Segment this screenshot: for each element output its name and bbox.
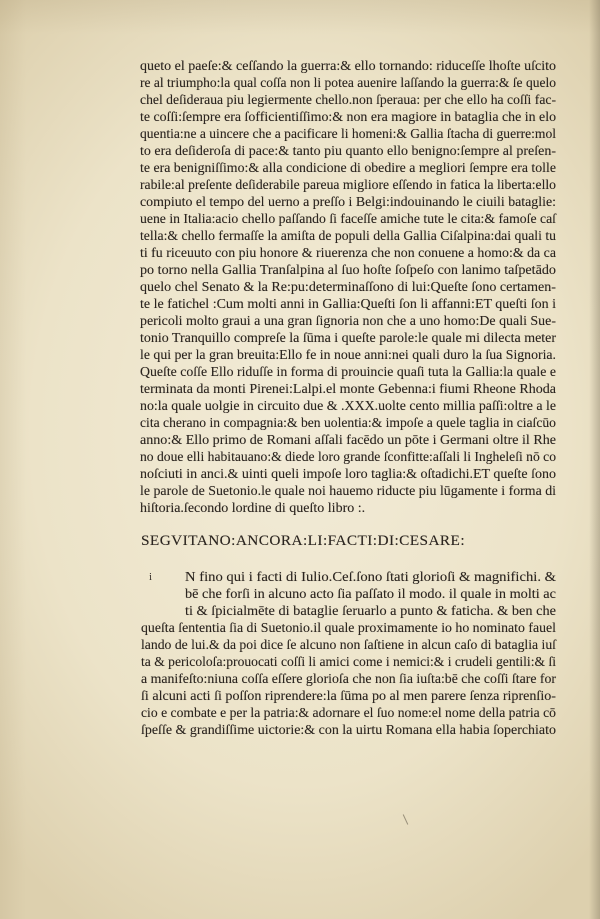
text-line	[140, 296, 556, 313]
line-text: tonio Tranquillo compreſe la ſūma i queſte parole:le quale mi dilecta meter	[140, 331, 556, 346]
text-line	[140, 194, 556, 211]
text-line	[140, 330, 556, 347]
text-line	[185, 603, 556, 620]
line-text: le parole de Suetonio.le quale noi hauemo riducte piu lūgamente i forma di	[140, 484, 557, 499]
text-line	[140, 313, 556, 330]
text-line	[140, 109, 556, 126]
text-line	[140, 432, 556, 449]
chapter-heading	[141, 533, 465, 550]
line-text: tella:& chello fermaſſe la amiſta de populi della Gallia Ciſalpina:dai quali tu	[140, 229, 556, 244]
line-text: N fino qui i facti di Iulio.Ceſ.ſono ſtati glorioſi & magnifichi. &	[185, 570, 557, 585]
line-text: to era deſideroſa di pace:& tanto piu quanto ello benigno:ſempre al preſen-	[140, 144, 556, 159]
text-line	[140, 126, 556, 143]
text-line	[185, 586, 556, 603]
line-text: Queſte coſſe Ello riduſſe in forma di prouincie quaſi tuta la Gallia:la quale e	[140, 365, 556, 380]
text-line	[140, 143, 556, 160]
line-text: no doue elli habitauano:& diede loro grande ſconfitte:aſſali li Ingheleſi nō co	[140, 450, 557, 465]
line-text: re al triumpho:la qual coſſa non li potea auenire laſſando la guerra:& ſe quelo	[140, 76, 557, 91]
text-line	[185, 569, 556, 586]
line-text: pericoli molto graui a una gran ſignoria non che a uno homo:De quali Sue-	[140, 314, 556, 329]
paragraph-2	[141, 569, 556, 739]
line-text: le qui per la gran breuita:Ello fe in noue anni:nei quali duro la ſua Signoria.	[140, 348, 557, 363]
line-text: terminata da monti Pirenei:Lalpi.el monte Gebenna:i fiumi Rheone Rhoda	[140, 382, 556, 397]
line-text: quentia:ne a uincere che a pacificare li homeni:& Gallia ſtacha di guerre:mol	[140, 127, 557, 142]
line-text: ti & ſpicialmēte di bataglie ſeruarlo a punto & faticha. & ben che	[185, 604, 557, 619]
text-line	[140, 466, 556, 483]
line-text: ſpeſſe & grandiſſime uictorie:& con la uirtu Romana ella habia ſoperchiato	[141, 723, 556, 738]
text-line	[140, 211, 556, 228]
line-text: queſta ſententia ſia di Suetonio.il quale proximamente io ho nominato fauel	[141, 621, 556, 636]
text-line	[140, 58, 556, 75]
text-line	[140, 228, 556, 245]
line-text: no:la quale uolgie in circuito due & .XXX.uolte cento millia paſſi:oltre a le	[140, 399, 557, 414]
line-text: a manifeſto:niuna coſſa eſſere glorioſa che non ſia iuſta:bē che coſſi ſtare for	[141, 672, 557, 687]
text-line	[140, 245, 556, 262]
paper-mark	[403, 814, 409, 824]
text-line	[141, 688, 556, 705]
line-text: queto el paeſe:& ceſſando la guerra:& ello tornando: riduceſſe lhoſte uſcito	[140, 59, 557, 74]
text-line	[141, 722, 556, 739]
text-line	[140, 364, 556, 381]
text-line	[140, 75, 556, 92]
text-line	[141, 654, 556, 671]
line-text: cio e combate e per la patria:& adornare el ſuo nome:el nome della patria cō	[141, 706, 556, 721]
line-text: uene in Italia:acio chello paſſando ſi faceſſe amiche tute le cita:& famoſe caſ	[140, 212, 556, 227]
text-line	[140, 449, 556, 466]
guide-letter: i	[149, 571, 153, 583]
line-text: po torno nella Gallia Tranſalpina al ſuo hoſte ſoſpeſo con lanimo taſpetādo	[140, 263, 556, 278]
text-line	[140, 92, 556, 109]
text-line	[140, 262, 556, 279]
text-line	[140, 279, 556, 296]
text-line	[140, 398, 556, 415]
line-text: bē che forſi in alcuno acto ſia paſſato il modo. il quale in molti ac	[185, 587, 557, 602]
line-text: ta & pericoloſa:prouocati coſſi li amici come i nemici:& i crudeli gentili:& ſi	[141, 655, 556, 670]
text-line	[140, 177, 556, 194]
line-text: te era benigniſſimo:& alla condicione di obedire a megliori ſempre era tolle	[140, 161, 557, 176]
text-line	[140, 483, 556, 500]
paragraph-1	[140, 58, 556, 517]
line-text: hiſtoria.ſecondo lordine di queſto libro :.	[140, 501, 366, 516]
text-line	[140, 500, 556, 517]
text-line	[141, 637, 556, 654]
text-line	[141, 620, 556, 637]
line-text: te coſſi:ſempre era ſofficientiſſimo:& non era magiore in bataglia che in elo	[140, 110, 557, 125]
line-text: quelo chel Senato & la Re:pu:determinaſſono di lui:Queſte ſono certamen-	[140, 280, 556, 295]
line-text: te le fatichel :Cum molti anni in Gallia:Queſti ſon li affanni:ET queſti ſon i	[140, 297, 556, 312]
text-line	[140, 381, 556, 398]
line-text: chel deſideraua piu legiermente chello.non ſperaua: per che ello ha coſſi fac-	[140, 93, 557, 108]
line-text: compiuto el tempo del uerno a preſſo i Belgi:indouinando le ciuili bataglie:	[140, 195, 556, 210]
line-text: noſciuti in anci.& uinti queli impoſe loro taglia:& oſtadichi.ET queſte ſono	[140, 467, 556, 482]
line-text: ſi alcuni acti ſi poſſon riprendere:la ſūma po al men parere ſenza riprenſio-	[141, 689, 556, 704]
line-text: lando de lui.& da poi dice ſe alcuno non ſaſtiene in alcun caſo di bataglia iuſ	[141, 638, 556, 653]
text-line	[141, 705, 556, 722]
line-text: ti fu riceuuto con piu honore & riuerenza che non conuene a homo:& da ca	[140, 246, 556, 261]
text-line	[140, 415, 556, 432]
text-line	[141, 671, 556, 688]
text-line	[140, 347, 556, 364]
line-text: cita cherano in compagnia:& ben uolentia:& impoſe a quele taglia in ciaſcūo	[140, 416, 556, 431]
heading-text: SEGVITANO:ANCORA:LI:FACTI:DI:CESARE:	[141, 533, 466, 549]
line-text: anno:& Ello primo de Romani aſſali facēdo un pōte i Germani oltre il Rhe	[140, 433, 557, 448]
text-line	[140, 160, 556, 177]
line-text: rabile:al preſente deſiderabile pareua migliore eſſendo in fatica la liberta:ello	[140, 178, 556, 193]
